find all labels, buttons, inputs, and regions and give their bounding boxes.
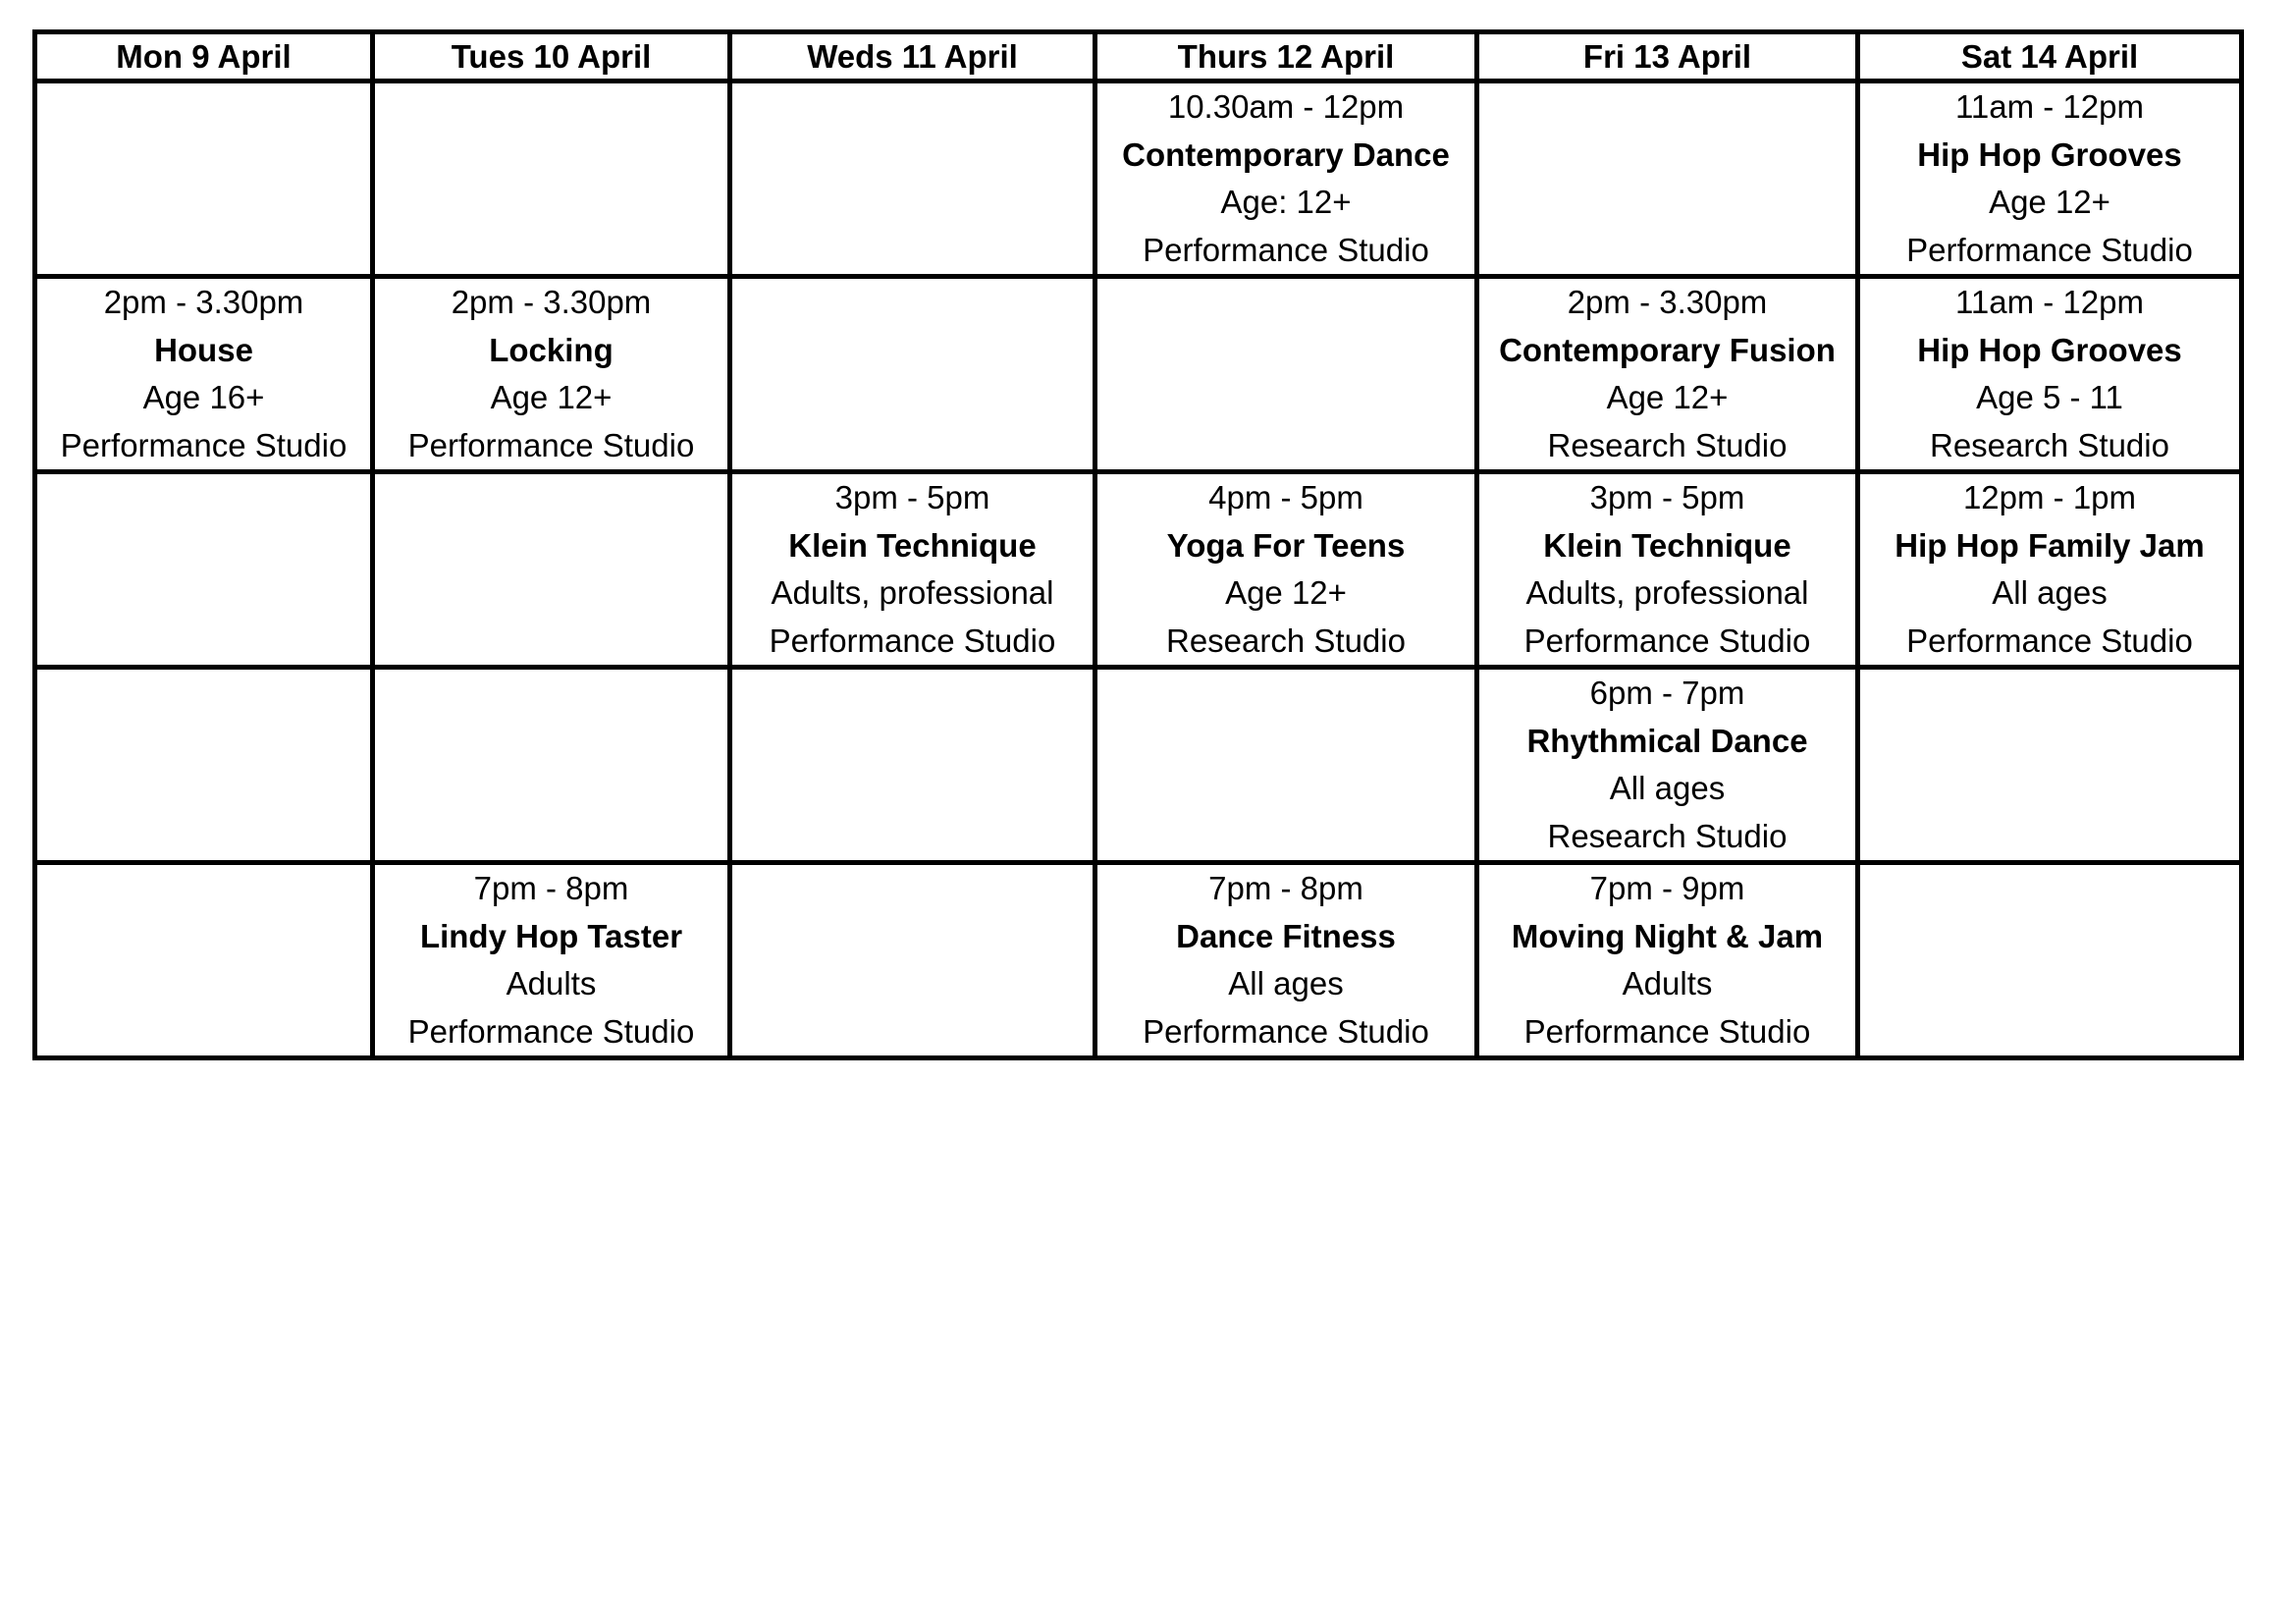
session-title: Moving Night & Jam xyxy=(1511,917,1824,954)
session-cell xyxy=(1858,277,2242,472)
session-venue: Performance Studio xyxy=(1906,231,2193,268)
session-age: All ages xyxy=(1228,965,1344,1001)
session-cell xyxy=(1477,472,1858,668)
schedule-table xyxy=(32,29,2244,1060)
session-age: Adults, professional xyxy=(771,574,1054,611)
session-time: 12pm - 1pm xyxy=(1962,479,2137,515)
session-time: 7pm - 9pm xyxy=(1589,870,1745,906)
empty-cell xyxy=(730,668,1095,863)
session-cell xyxy=(1095,863,1477,1058)
session-venue: Performance Studio xyxy=(1906,622,2193,659)
session-venue: Performance Studio xyxy=(1143,1012,1429,1050)
session-title: Hip Hop Grooves xyxy=(1917,331,2182,368)
schedule-row xyxy=(35,668,2242,863)
session-title: Contemporary Dance xyxy=(1122,135,1450,173)
empty-cell xyxy=(373,668,730,863)
session-cell xyxy=(1858,472,2242,668)
empty-cell xyxy=(35,668,373,863)
session-venue: Research Studio xyxy=(1930,426,2169,463)
session-cell xyxy=(1477,863,1858,1058)
session-venue: Performance Studio xyxy=(60,426,347,463)
session-cell xyxy=(373,863,730,1058)
session-title: Yoga For Teens xyxy=(1166,526,1406,564)
session-age: All ages xyxy=(1609,770,1726,806)
session-title: Lindy Hop Taster xyxy=(419,917,683,954)
session-cell xyxy=(35,277,373,472)
session-title: Rhythmical Dance xyxy=(1526,722,1808,759)
day-header: Tues 10 April xyxy=(373,32,730,81)
session-venue: Performance Studio xyxy=(1523,622,1811,659)
header-row xyxy=(35,32,2242,81)
session-age: Age 16+ xyxy=(142,379,265,415)
empty-cell xyxy=(1858,668,2242,863)
session-title: House xyxy=(154,331,253,368)
empty-cell xyxy=(730,277,1095,472)
session-age: Age 12+ xyxy=(1606,379,1729,415)
schedule-row xyxy=(35,81,2242,277)
session-title: Klein Technique xyxy=(788,526,1037,564)
session-venue: Performance Studio xyxy=(769,622,1056,659)
session-time: 11am - 12pm xyxy=(1955,284,2144,320)
session-time: 4pm - 5pm xyxy=(1208,479,1363,515)
session-time: 3pm - 5pm xyxy=(1589,479,1745,515)
session-age: All ages xyxy=(1992,574,2108,611)
session-venue: Performance Studio xyxy=(1523,1012,1811,1050)
session-cell xyxy=(1477,668,1858,863)
session-age: Age 12+ xyxy=(490,379,613,415)
empty-cell xyxy=(1095,668,1477,863)
session-title: Locking xyxy=(489,331,614,368)
session-title: Hip Hop Family Jam xyxy=(1895,526,2205,564)
empty-cell xyxy=(35,863,373,1058)
session-title: Dance Fitness xyxy=(1176,917,1396,954)
session-cell xyxy=(730,472,1095,668)
session-age: Adults, professional xyxy=(1525,574,1809,611)
session-time: 7pm - 8pm xyxy=(1208,870,1363,906)
day-header: Weds 11 April xyxy=(730,32,1095,81)
session-time: 10.30am - 12pm xyxy=(1167,88,1405,125)
session-time: 11am - 12pm xyxy=(1955,88,2144,125)
session-venue: Research Studio xyxy=(1166,622,1406,659)
session-cell xyxy=(373,277,730,472)
day-header: Fri 13 April xyxy=(1477,32,1858,81)
session-age: Age: 12+ xyxy=(1220,184,1352,220)
schedule-row xyxy=(35,863,2242,1058)
session-title: Contemporary Fusion xyxy=(1499,331,1836,368)
empty-cell xyxy=(373,472,730,668)
session-time: 2pm - 3.30pm xyxy=(103,284,304,320)
session-title: Klein Technique xyxy=(1543,526,1791,564)
session-cell xyxy=(1858,81,2242,277)
empty-cell xyxy=(730,863,1095,1058)
empty-cell xyxy=(1095,277,1477,472)
session-time: 3pm - 5pm xyxy=(834,479,990,515)
session-time: 6pm - 7pm xyxy=(1589,675,1745,711)
session-cell xyxy=(1095,81,1477,277)
session-venue: Research Studio xyxy=(1547,426,1788,463)
empty-cell xyxy=(730,81,1095,277)
session-time: 2pm - 3.30pm xyxy=(451,284,652,320)
session-age: Age 12+ xyxy=(1225,574,1347,611)
session-age: Adults xyxy=(1622,965,1713,1001)
session-venue: Research Studio xyxy=(1547,817,1788,854)
day-header: Thurs 12 April xyxy=(1095,32,1477,81)
session-cell xyxy=(1477,277,1858,472)
day-header: Sat 14 April xyxy=(1858,32,2242,81)
session-cell xyxy=(1095,472,1477,668)
empty-cell xyxy=(1858,863,2242,1058)
session-venue: Performance Studio xyxy=(407,426,695,463)
session-title: Hip Hop Grooves xyxy=(1917,135,2182,173)
session-venue: Performance Studio xyxy=(407,1012,695,1050)
empty-cell xyxy=(373,81,730,277)
schedule-row xyxy=(35,277,2242,472)
session-time: 2pm - 3.30pm xyxy=(1567,284,1768,320)
empty-cell xyxy=(35,81,373,277)
session-age: Adults xyxy=(506,965,597,1001)
session-age: Age 5 - 11 xyxy=(1976,379,2123,415)
session-age: Age 12+ xyxy=(1989,184,2110,220)
day-header: Mon 9 April xyxy=(35,32,373,81)
schedule-row xyxy=(35,472,2242,668)
empty-cell xyxy=(1477,81,1858,277)
empty-cell xyxy=(35,472,373,668)
session-time: 7pm - 8pm xyxy=(473,870,629,906)
session-venue: Performance Studio xyxy=(1143,231,1429,268)
